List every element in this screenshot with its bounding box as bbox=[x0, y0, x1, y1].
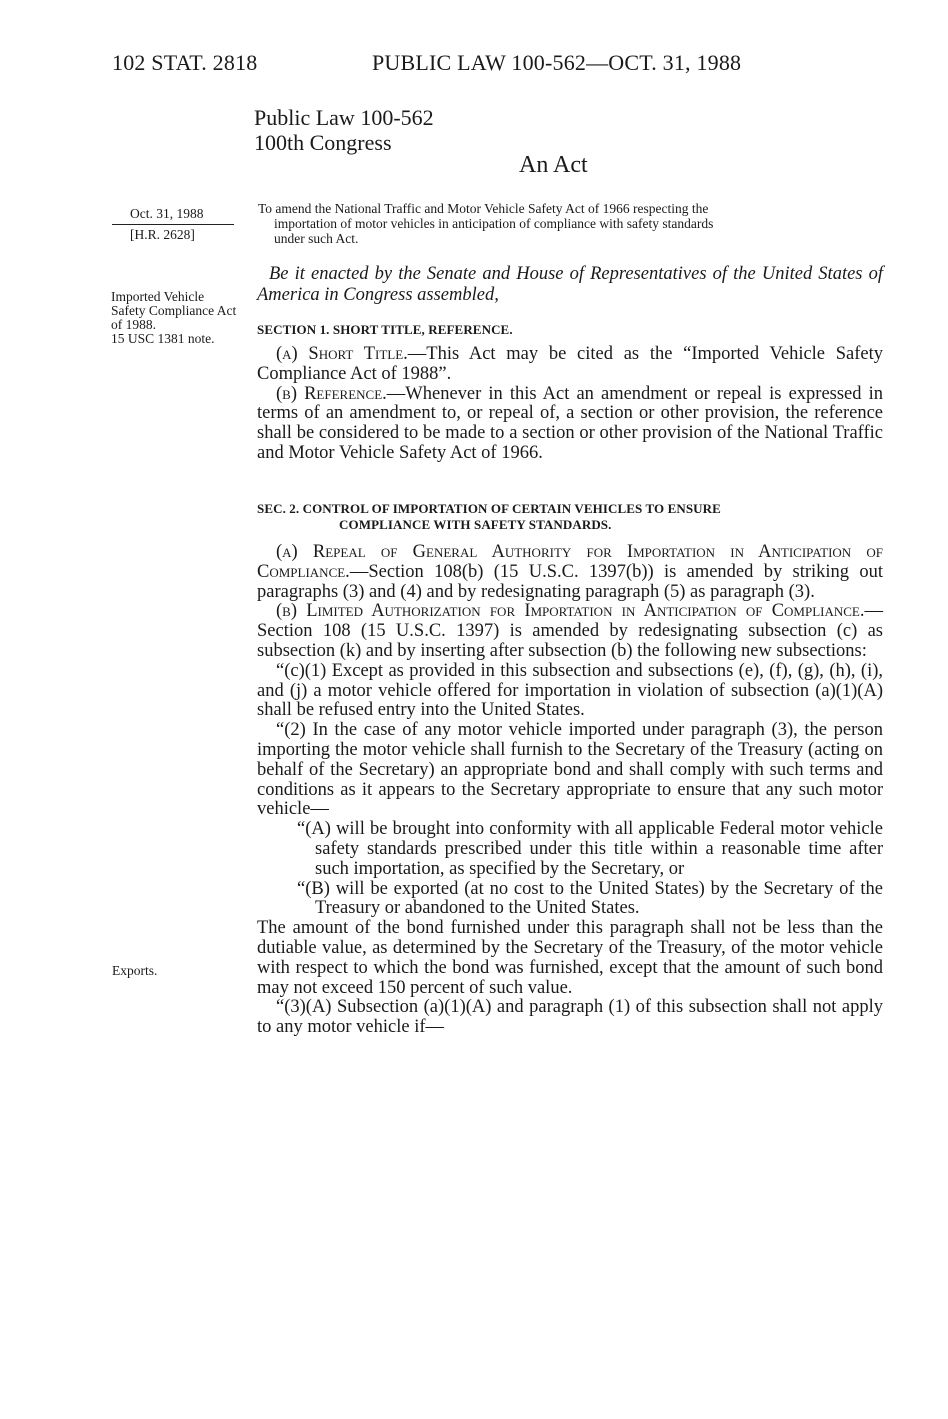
subsection-b-text: —Whenever in this Act an amendment or repeal is expressed in terms of an amendment to, or repeal of, a section or other provision, the reference shall be considered to be made to a section or other provision of the National Traffic and Motor Vehicle Safety Act of 1966. bbox=[257, 383, 883, 463]
margin-note-short-title bbox=[111, 290, 241, 346]
section-2-heading-line-1: SEC. 2. CONTROL OF IMPORTATION OF CERTAIN VEHICLES TO ENSURE bbox=[257, 501, 721, 516]
act-heading: An Act bbox=[519, 152, 588, 178]
paragraph-c2: “(2) In the case of any motor vehicle imported under paragraph (3), the person importing the motor vehicle shall furnish to the Secretary of the Treasury (acting on behalf of the Secretary) an appropriate bond and shall comply with such terms and conditions as it appears to the Secretary appropriate to ensure that any such motor vehicle— bbox=[257, 720, 883, 820]
subsection-a-label: (a) Short Title. bbox=[276, 344, 408, 364]
margin-note-date bbox=[118, 207, 234, 242]
section-1-body bbox=[257, 345, 883, 464]
margin-rule bbox=[112, 224, 234, 225]
law-number: Public Law 100-562 bbox=[254, 105, 434, 130]
congress-number: 100th Congress bbox=[254, 130, 392, 155]
subsection-a-text: —This Act may be cited as the “Imported Vehicle Safety Compliance Act of 1988”. bbox=[257, 344, 883, 384]
section-1-subsection-b bbox=[257, 385, 883, 464]
clause-B: “(B) will be exported (at no cost to the United States) by the Secretary of the Treasury or abandoned to the United States. bbox=[297, 878, 883, 919]
page-reference: 102 STAT. 2818 bbox=[112, 50, 258, 75]
subsection-b-label: (b) Limited Authorization for Importation in Anticipation of Compliance. bbox=[276, 601, 865, 622]
purpose-clause bbox=[258, 201, 899, 246]
paragraph-c3: “(3)(A) Subsection (a)(1)(A) and paragraph (1) of this subsection shall not apply to any motor vehicle if— bbox=[257, 997, 883, 1038]
paragraph-c1: “(c)(1) Except as provided in this subsection and subsections (e), (f), (g), (h), (i), and (j) a motor vehicle offered for importation in violation of subsection (a)(1)(A) shall be refused entry into the United States. bbox=[257, 660, 883, 721]
subsection-a-label: (a) Repeal of General Authority for Importation in Anticipation of Compliance. bbox=[257, 542, 883, 582]
section-1-subsection-a bbox=[257, 345, 883, 385]
subsection-b-text: —Section 108 (15 U.S.C. 1397) is amended by redesignating subsection (c) as subsection (k) and by inserting after subsection (b) the following new subsections: bbox=[257, 601, 883, 661]
margin-usc-citation: 15 USC 1381 note. bbox=[111, 331, 215, 346]
section-2-subsection-b bbox=[257, 602, 883, 661]
enacting-clause: Be it enacted by the Senate and House of Representatives of the United States of America in Congress assembled, bbox=[257, 264, 883, 305]
section-2-heading bbox=[257, 501, 883, 533]
purpose-line-1: To amend the National Traffic and Motor Vehicle Safety Act of 1966 respecting the bbox=[258, 201, 709, 216]
bond-amount-text: The amount of the bond furnished under this paragraph shall not be less than the dutiable value, as determined by the Secretary of the Treasury, of the motor vehicle with respect to which the bond was furnished, except that the amount of such bond may not exceed 150 percent of such value. bbox=[257, 918, 883, 998]
subsection-b-label: (b) Reference. bbox=[276, 383, 387, 404]
section-2-subsection-a bbox=[257, 543, 883, 602]
subsection-a-text: —Section 108(b) (15 U.S.C. 1397(b)) is amended by striking out paragraphs (3) and (4) and by redesignating paragraph (5) as paragraph (3). bbox=[257, 561, 883, 602]
clause-A: “(A) will be brought into conformity with all applicable Federal motor vehicle safety standards prescribed under this title within a reasonable time after such importation, as specified by the Secretary, or bbox=[297, 819, 883, 879]
running-title: PUBLIC LAW 100-562—OCT. 31, 1988 bbox=[372, 50, 742, 75]
margin-short-title: Imported Vehicle Safety Compliance Act of 1988. bbox=[111, 289, 237, 332]
purpose-line-2: importation of motor vehicles in anticipation of compliance with safety standards bbox=[274, 216, 714, 231]
section-2-body bbox=[257, 543, 883, 1038]
margin-note-exports: Exports. bbox=[112, 963, 158, 978]
bill-number: [H.R. 2628] bbox=[130, 227, 195, 242]
section-1-heading: SECTION 1. SHORT TITLE, REFERENCE. bbox=[257, 322, 513, 337]
enactment-date: Oct. 31, 1988 bbox=[130, 206, 204, 221]
section-2-heading-line-2: COMPLIANCE WITH SAFETY STANDARDS. bbox=[339, 517, 612, 532]
purpose-line-3: under such Act. bbox=[274, 231, 359, 246]
